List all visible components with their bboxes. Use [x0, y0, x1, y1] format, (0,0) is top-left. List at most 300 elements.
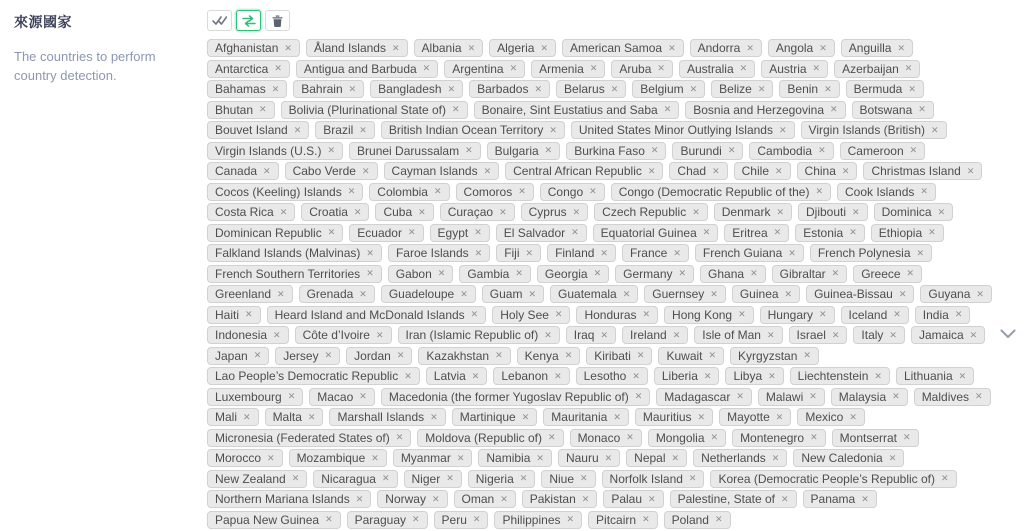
remove-tag-icon[interactable]: ✕	[757, 83, 766, 94]
remove-tag-icon[interactable]: ✕	[412, 514, 420, 524]
remove-tag-icon[interactable]: ✕	[500, 493, 508, 504]
remove-tag-icon[interactable]: ✕	[714, 514, 723, 524]
country-tag-label: Fiji	[504, 246, 520, 260]
country-tag-label: Latvia	[433, 369, 466, 383]
remove-tag-icon[interactable]: ✕	[325, 514, 333, 524]
remove-tag-icon[interactable]: ✕	[437, 268, 446, 278]
country-tag	[914, 388, 991, 406]
country-tag-label: Cambodia	[757, 143, 813, 158]
country-tag-label: Cyprus	[528, 205, 567, 219]
remove-tag-icon[interactable]: ✕	[359, 391, 367, 401]
country-tag-label: Monaco	[577, 430, 621, 445]
remove-tag-icon[interactable]: ✕	[739, 63, 748, 73]
remove-tag-icon[interactable]: ✕	[347, 186, 356, 196]
remove-tag-icon[interactable]: ✕	[810, 432, 818, 442]
chevron-down-icon	[1000, 327, 1016, 342]
remove-tag-icon[interactable]: ✕	[483, 165, 492, 176]
country-tag-label: India	[922, 307, 949, 322]
remove-tag-icon[interactable]: ✕	[831, 329, 840, 340]
country-tag-label: Grenada	[306, 287, 354, 301]
country-tag-label: Mauritania	[551, 410, 608, 424]
country-tag-label: Belarus	[564, 82, 605, 96]
remove-tag-icon[interactable]: ✕	[540, 42, 549, 53]
country-tag-label: Burkina Faso	[574, 143, 645, 158]
country-tag	[540, 183, 605, 201]
country-tag	[734, 162, 791, 180]
remove-tag-icon[interactable]: ✕	[849, 411, 857, 422]
remove-tag-icon[interactable]: ✕	[359, 288, 367, 299]
remove-tag-icon[interactable]: ✕	[692, 206, 700, 217]
remove-tag-icon[interactable]: ✕	[366, 268, 374, 278]
field-label: 來源國家	[14, 14, 72, 30]
country-tag	[207, 39, 300, 57]
country-tag	[388, 244, 490, 262]
remove-tag-icon[interactable]: ✕	[243, 411, 251, 422]
country-tag-label: Palau	[611, 492, 643, 506]
remove-tag-icon[interactable]: ✕	[430, 411, 438, 422]
remove-tag-icon[interactable]: ✕	[642, 514, 650, 524]
remove-tag-icon[interactable]: ✕	[771, 452, 780, 463]
country-tag-label: Benin	[787, 82, 819, 96]
remove-tag-icon[interactable]: ✕	[324, 350, 333, 360]
remove-tag-icon[interactable]: ✕	[931, 124, 939, 135]
remove-tag-icon[interactable]: ✕	[422, 63, 431, 73]
country-tag-label: Papua New Guinea	[215, 512, 320, 527]
country-tag-label: Barbados	[477, 82, 529, 96]
remove-tag-icon[interactable]: ✕	[395, 432, 404, 442]
country-tag-label: Malawi	[765, 389, 804, 404]
remove-tag-icon[interactable]: ✕	[634, 391, 643, 401]
country-tag	[840, 142, 926, 160]
remove-tag-icon[interactable]: ✕	[273, 329, 281, 340]
remove-tag-icon[interactable]: ✕	[918, 104, 926, 114]
country-tag-label: Panama	[810, 492, 856, 506]
remove-tag-icon[interactable]: ✕	[736, 391, 744, 401]
remove-tag-icon[interactable]: ✕	[958, 370, 967, 381]
remove-tag-icon[interactable]: ✕	[648, 493, 656, 504]
remove-tag-icon[interactable]: ✕	[274, 63, 282, 73]
remove-tag-icon[interactable]: ✕	[554, 370, 562, 381]
country-tag	[644, 285, 726, 303]
country-tag-label: Equatorial Guinea	[600, 225, 697, 240]
remove-tag-icon[interactable]: ✕	[710, 432, 719, 442]
remove-tag-icon[interactable]: ✕	[291, 473, 300, 483]
country-tag-label: Guinea-Bissau	[814, 287, 893, 301]
country-tag-label: French Southern Territories	[215, 266, 361, 281]
remove-tag-icon[interactable]: ✕	[544, 145, 553, 155]
remove-tag-icon[interactable]: ✕	[610, 83, 619, 94]
country-tag	[570, 429, 642, 447]
remove-tag-icon[interactable]: ✕	[271, 83, 280, 94]
remove-tag-icon[interactable]: ✕	[253, 350, 262, 360]
country-tag	[853, 265, 922, 283]
remove-tag-icon[interactable]: ✕	[359, 124, 367, 135]
country-tag-label: Cameroon	[847, 143, 904, 158]
country-tag	[841, 306, 909, 324]
remove-tag-icon[interactable]: ✕	[636, 350, 645, 360]
remove-tag-icon[interactable]: ✕	[355, 493, 364, 504]
country-tag	[474, 101, 680, 119]
country-tag-label: Ireland	[630, 328, 667, 342]
country-tag	[635, 408, 713, 426]
remove-tag-icon[interactable]: ✕	[908, 83, 916, 94]
remove-tag-icon[interactable]: ✕	[471, 370, 480, 381]
remove-tag-icon[interactable]: ✕	[407, 227, 416, 237]
remove-tag-icon[interactable]: ✕	[712, 165, 720, 176]
remove-tag-icon[interactable]: ✕	[773, 227, 782, 237]
country-tag-label: Czech Republic	[602, 205, 687, 219]
country-tag-label: Antigua and Barbuda	[303, 61, 417, 76]
country-tag-label: Niue	[549, 471, 574, 486]
remove-tag-icon[interactable]: ✕	[361, 165, 370, 176]
remove-tag-icon[interactable]: ✕	[348, 83, 357, 94]
country-tag-label: Brazil	[323, 123, 354, 137]
country-tag	[714, 203, 792, 221]
remove-tag-icon[interactable]: ✕	[452, 104, 460, 114]
country-tag-label: Liechtenstein	[797, 369, 869, 383]
remove-tag-icon[interactable]: ✕	[267, 452, 275, 463]
remove-tag-icon[interactable]: ✕	[818, 145, 826, 155]
swap-button[interactable]	[236, 10, 261, 31]
country-tag-label: Kuwait	[666, 348, 703, 363]
remove-tag-icon[interactable]: ✕	[396, 350, 405, 360]
remove-tag-icon[interactable]: ✕	[702, 227, 711, 237]
country-tag	[267, 306, 487, 324]
country-tag	[834, 60, 920, 78]
remove-tag-icon[interactable]: ✕	[536, 452, 544, 463]
country-tag-label: Gibraltar	[779, 266, 826, 281]
country-tag	[648, 429, 726, 447]
country-tag	[375, 203, 433, 221]
country-tag-label: Martinique	[459, 410, 516, 424]
remove-tag-icon[interactable]: ✕	[874, 370, 882, 381]
country-tag-label: Netherlands	[701, 451, 766, 465]
remove-tag-icon[interactable]: ✕	[284, 42, 292, 53]
remove-tag-icon[interactable]: ✕	[509, 63, 518, 73]
country-tag	[299, 285, 375, 303]
country-tag-label: Comoros	[463, 184, 513, 199]
country-tag-label: Poland	[671, 512, 709, 527]
remove-tag-icon[interactable]: ✕	[259, 104, 267, 114]
country-tag-label: Iraq	[573, 328, 595, 342]
remove-tag-icon[interactable]: ✕	[632, 370, 640, 381]
remove-tag-icon[interactable]: ✕	[893, 309, 901, 319]
delete-all-button[interactable]	[265, 10, 290, 31]
country-tag-label: Philippines	[502, 512, 561, 527]
remove-tag-icon[interactable]: ✕	[969, 329, 978, 340]
country-tag-label: Jordan	[354, 348, 391, 363]
remove-tag-icon[interactable]: ✕	[904, 63, 913, 73]
remove-tag-icon[interactable]: ✕	[746, 42, 754, 53]
select-all-button[interactable]	[207, 10, 232, 31]
remove-tag-icon[interactable]: ✕	[849, 227, 857, 237]
country-tag	[871, 224, 944, 242]
remove-tag-icon[interactable]: ✕	[544, 329, 552, 340]
remove-tag-icon[interactable]: ✕	[518, 186, 526, 196]
remove-tag-icon[interactable]: ✕	[976, 288, 984, 299]
remove-tag-icon[interactable]: ✕	[897, 42, 906, 53]
remove-tag-icon[interactable]: ✕	[703, 370, 712, 381]
country-tag	[381, 121, 565, 139]
remove-tag-icon[interactable]: ✕	[564, 350, 573, 360]
country-tag	[207, 183, 363, 201]
country-tag-label: Peru	[441, 512, 467, 527]
remove-tag-icon[interactable]: ✕	[327, 145, 336, 155]
country-tag	[454, 490, 516, 508]
remove-tag-icon[interactable]: ✕	[277, 288, 285, 299]
remove-tag-icon[interactable]: ✕	[245, 309, 253, 319]
tag-list[interactable]	[207, 39, 1002, 531]
remove-tag-icon[interactable]: ✕	[589, 63, 598, 73]
remove-tag-icon[interactable]: ✕	[549, 124, 557, 135]
remove-tag-icon[interactable]: ✕	[954, 309, 963, 319]
remove-tag-icon[interactable]: ✕	[534, 83, 543, 94]
country-tag	[207, 203, 295, 221]
country-tag-label: Malaysia	[838, 389, 887, 404]
remove-tag-icon[interactable]: ✕	[824, 83, 832, 94]
remove-tag-icon[interactable]: ✕	[710, 288, 718, 299]
remove-tag-icon[interactable]: ✕	[671, 452, 680, 463]
remove-tag-icon[interactable]: ✕	[673, 247, 681, 258]
country-tag-label: Montserrat	[839, 430, 898, 445]
country-tag-label: Falkland Islands (Malvinas)	[215, 246, 361, 260]
country-tag-label: Åland Islands	[313, 41, 386, 55]
collapse-toggle-button[interactable]	[998, 324, 1018, 344]
country-tag-label: Burundi	[680, 143, 722, 158]
country-tag	[790, 367, 890, 385]
remove-tag-icon[interactable]: ✕	[647, 165, 656, 176]
remove-tag-icon[interactable]: ✕	[521, 411, 530, 422]
remove-tag-icon[interactable]: ✕	[515, 268, 523, 278]
remove-tag-icon[interactable]: ✕	[852, 206, 860, 217]
remove-tag-icon[interactable]: ✕	[861, 493, 869, 504]
remove-tag-icon[interactable]: ✕	[916, 247, 925, 258]
remove-tag-icon[interactable]: ✕	[456, 452, 465, 463]
country-tag	[679, 60, 755, 78]
remove-tag-icon[interactable]: ✕	[447, 83, 456, 94]
remove-tag-icon[interactable]: ✕	[809, 391, 817, 401]
remove-tag-icon[interactable]: ✕	[650, 145, 659, 155]
remove-tag-icon[interactable]: ✕	[572, 206, 581, 217]
remove-tag-icon[interactable]: ✕	[920, 186, 928, 196]
remove-tag-icon[interactable]: ✕	[381, 473, 390, 483]
country-tag	[863, 162, 982, 180]
country-tag-label: Denmark	[721, 205, 771, 219]
remove-tag-icon[interactable]: ✕	[353, 206, 362, 217]
remove-tag-icon[interactable]: ✕	[657, 63, 665, 73]
country-tag-label: Norway	[385, 492, 426, 506]
remove-tag-icon[interactable]: ✕	[750, 268, 758, 278]
remove-tag-icon[interactable]: ✕	[474, 247, 483, 258]
country-tag	[576, 306, 658, 324]
remove-tag-icon[interactable]: ✕	[815, 186, 823, 196]
country-tag	[724, 224, 789, 242]
country-tag-label: Niger	[411, 471, 441, 486]
remove-tag-icon[interactable]: ✕	[776, 206, 784, 217]
country-tag-label: Isle of Man	[702, 328, 761, 342]
remove-tag-icon[interactable]: ✕	[431, 493, 440, 504]
remove-tag-icon[interactable]: ✕	[519, 473, 528, 483]
country-tag	[543, 408, 629, 426]
country-tag	[452, 408, 538, 426]
remove-tag-icon[interactable]: ✕	[780, 493, 789, 504]
country-tag	[265, 408, 324, 426]
country-tag-label: Christmas Island	[871, 164, 961, 178]
remove-tag-icon[interactable]: ✕	[613, 411, 621, 422]
remove-tag-icon[interactable]: ✕	[581, 493, 590, 504]
remove-tag-icon[interactable]: ✕	[474, 227, 482, 237]
remove-tag-icon[interactable]: ✕	[768, 370, 776, 381]
country-tag-label: Bermuda	[853, 82, 903, 96]
remove-tag-icon[interactable]: ✕	[937, 206, 946, 217]
country-tag-label: Honduras	[584, 307, 637, 322]
remove-tag-icon[interactable]: ✕	[366, 247, 374, 258]
country-tag-label: Kyrgyzstan	[738, 348, 798, 363]
remove-tag-icon[interactable]: ✕	[784, 288, 793, 299]
remove-tag-icon[interactable]: ✕	[293, 124, 302, 135]
remove-tag-icon[interactable]: ✕	[307, 411, 316, 422]
remove-tag-icon[interactable]: ✕	[604, 452, 613, 463]
country-tag-label: Albania	[421, 41, 462, 55]
country-tag	[588, 511, 658, 529]
remove-tag-icon[interactable]: ✕	[371, 452, 379, 463]
remove-tag-icon[interactable]: ✕	[889, 329, 897, 340]
country-tag	[370, 80, 463, 98]
remove-tag-icon[interactable]: ✕	[678, 268, 687, 278]
remove-tag-icon[interactable]: ✕	[778, 124, 787, 135]
remove-tag-icon[interactable]: ✕	[975, 391, 983, 401]
remove-tag-icon[interactable]: ✕	[966, 165, 975, 176]
remove-tag-icon[interactable]: ✕	[327, 227, 336, 237]
country-tag-label: Mali	[215, 410, 238, 424]
remove-tag-icon[interactable]: ✕	[909, 145, 918, 155]
remove-tag-icon[interactable]: ✕	[287, 391, 296, 401]
remove-tag-icon[interactable]: ✕	[819, 42, 827, 53]
remove-tag-icon[interactable]: ✕	[697, 411, 706, 422]
remove-tag-icon[interactable]: ✕	[688, 473, 697, 483]
remove-tag-icon[interactable]: ✕	[788, 247, 796, 258]
remove-tag-icon[interactable]: ✕	[775, 411, 784, 422]
country-tag-label: Nepal	[634, 451, 666, 465]
remove-tag-icon[interactable]: ✕	[571, 227, 579, 237]
country-tag	[309, 388, 375, 406]
country-tag	[801, 121, 947, 139]
country-tag-label: United States Minor Outlying Islands	[578, 123, 773, 137]
country-tag-label: Iceland	[848, 307, 888, 322]
remove-tag-icon[interactable]: ✕	[663, 104, 672, 114]
remove-tag-icon[interactable]: ✕	[672, 329, 681, 340]
remove-tag-icon[interactable]: ✕	[499, 206, 507, 217]
country-tag	[381, 285, 476, 303]
country-tag-label: Chad	[677, 164, 707, 178]
country-tag	[393, 449, 473, 467]
remove-tag-icon[interactable]: ✕	[708, 350, 717, 360]
country-tag	[622, 326, 688, 344]
remove-tag-icon[interactable]: ✕	[906, 268, 915, 278]
remove-tag-icon[interactable]: ✕	[375, 329, 384, 340]
remove-tag-icon[interactable]: ✕	[626, 432, 634, 442]
country-tag-label: Bahamas	[215, 82, 266, 96]
country-tag	[207, 265, 382, 283]
remove-tag-icon[interactable]: ✕	[263, 165, 271, 176]
country-tag	[417, 429, 563, 447]
remove-tag-icon[interactable]: ✕	[554, 309, 563, 319]
remove-tag-icon[interactable]: ✕	[470, 309, 479, 319]
remove-tag-icon[interactable]: ✕	[775, 165, 783, 176]
remove-tag-icon[interactable]: ✕	[689, 83, 698, 94]
remove-tag-icon[interactable]: ✕	[566, 514, 575, 524]
country-tag	[725, 367, 783, 385]
remove-tag-icon[interactable]: ✕	[903, 432, 911, 442]
remove-tag-icon[interactable]: ✕	[589, 186, 597, 196]
remove-tag-icon[interactable]: ✕	[941, 473, 949, 483]
country-tag	[489, 39, 556, 57]
country-tag-label: Hungary	[767, 307, 813, 322]
remove-tag-icon[interactable]: ✕	[528, 288, 537, 299]
remove-tag-icon[interactable]: ✕	[593, 268, 602, 278]
country-tag	[207, 429, 411, 447]
remove-tag-icon[interactable]: ✕	[580, 473, 588, 483]
remove-tag-icon[interactable]: ✕	[446, 473, 454, 483]
remove-tag-icon[interactable]: ✕	[404, 370, 412, 381]
remove-tag-icon[interactable]: ✕	[472, 514, 481, 524]
remove-tag-icon[interactable]: ✕	[465, 145, 473, 155]
country-tag-label: Bangladesh	[378, 82, 442, 96]
remove-tag-icon[interactable]: ✕	[600, 329, 609, 340]
country-tag	[758, 388, 825, 406]
remove-tag-icon[interactable]: ✕	[668, 42, 676, 53]
country-tag-label: Mozambique	[296, 451, 366, 465]
remove-tag-icon[interactable]: ✕	[418, 206, 426, 217]
remove-tag-icon[interactable]: ✕	[622, 288, 631, 299]
remove-tag-icon[interactable]: ✕	[279, 206, 288, 217]
remove-tag-icon[interactable]: ✕	[803, 350, 811, 360]
country-tag	[482, 285, 544, 303]
remove-tag-icon[interactable]: ✕	[819, 309, 827, 319]
remove-tag-icon[interactable]: ✕	[600, 247, 608, 258]
remove-tag-icon[interactable]: ✕	[892, 391, 900, 401]
remove-tag-icon[interactable]: ✕	[831, 268, 840, 278]
country-tag	[492, 306, 570, 324]
remove-tag-icon[interactable]: ✕	[888, 452, 897, 463]
country-tag-label: Palestine, State of	[677, 492, 775, 506]
remove-tag-icon[interactable]: ✕	[898, 288, 907, 299]
remove-tag-icon[interactable]: ✕	[841, 165, 850, 176]
country-tag-label: Germany	[623, 266, 673, 281]
remove-tag-icon[interactable]: ✕	[433, 186, 442, 196]
country-tag	[207, 162, 279, 180]
country-select-field	[207, 10, 1007, 531]
remove-tag-icon[interactable]: ✕	[460, 288, 468, 299]
country-tag	[293, 80, 364, 98]
remove-tag-icon[interactable]: ✕	[525, 247, 534, 258]
remove-tag-icon[interactable]: ✕	[642, 309, 651, 319]
remove-tag-icon[interactable]: ✕	[928, 227, 936, 237]
remove-tag-icon[interactable]: ✕	[467, 42, 476, 53]
remove-tag-icon[interactable]: ✕	[495, 350, 503, 360]
country-tag	[711, 80, 773, 98]
remove-tag-icon[interactable]: ✕	[812, 63, 821, 73]
country-tag	[281, 101, 468, 119]
remove-tag-icon[interactable]: ✕	[830, 104, 838, 114]
remove-tag-icon[interactable]: ✕	[548, 432, 556, 442]
remove-tag-icon[interactable]: ✕	[727, 145, 736, 155]
remove-tag-icon[interactable]: ✕	[766, 329, 775, 340]
country-tag	[571, 121, 795, 139]
remove-tag-icon[interactable]: ✕	[738, 309, 746, 319]
country-tag	[694, 326, 782, 344]
remove-tag-icon[interactable]: ✕	[391, 42, 400, 53]
